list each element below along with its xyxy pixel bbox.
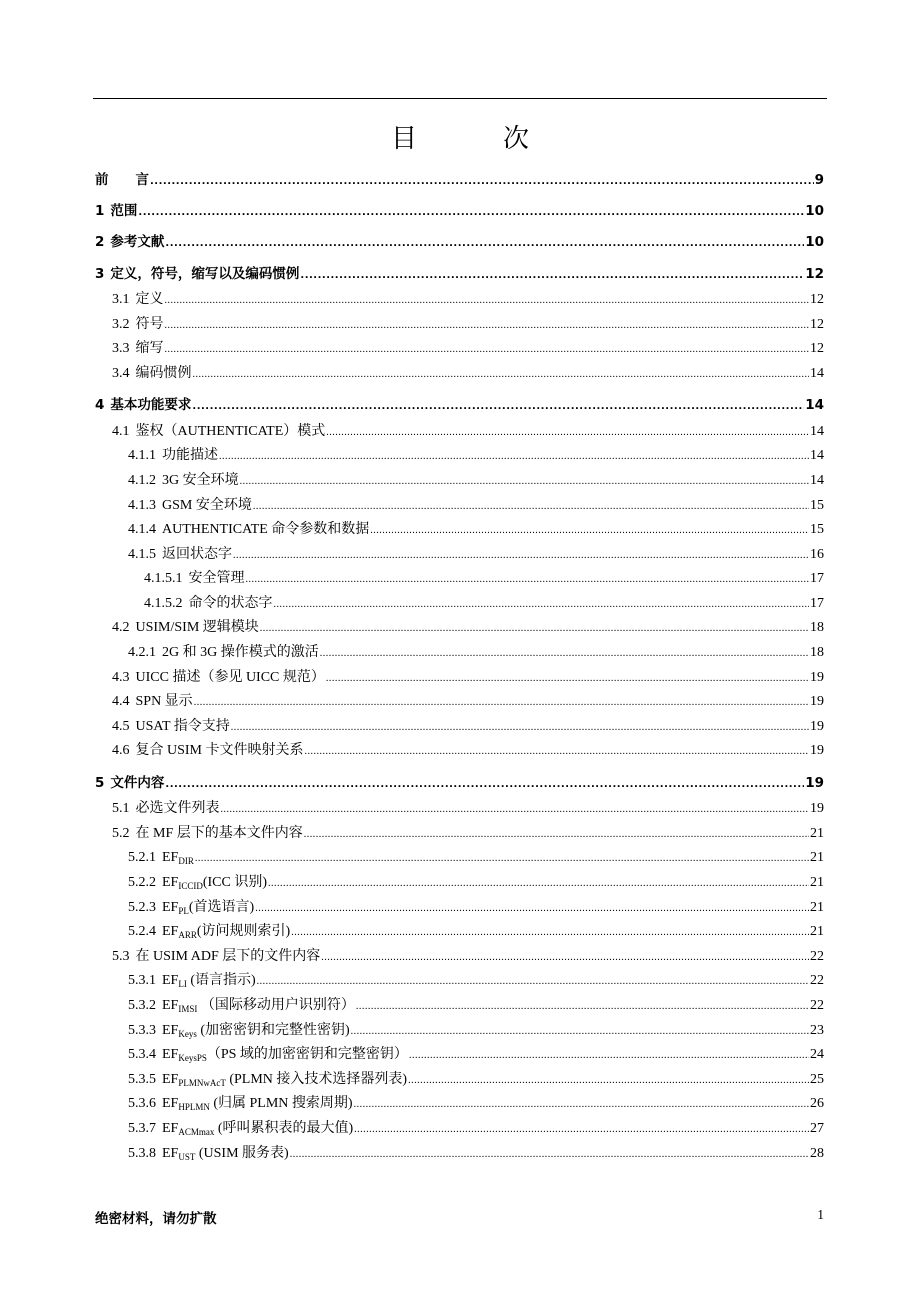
toc-entry-title [162, 543, 232, 568]
toc-dot-leader [253, 495, 809, 520]
toc-dot-leader [195, 847, 809, 872]
toc-entry-page: 24 [810, 1047, 824, 1063]
toc-dot-leader [351, 1020, 809, 1045]
toc-entry-title [162, 469, 239, 494]
toc-entry-subscript: PL [178, 905, 189, 916]
toc-entry-title-text: EF [162, 1120, 179, 1136]
toc-entry-number: 5.3.7 [128, 1120, 156, 1136]
toc-dot-leader [255, 897, 809, 922]
toc-entry-title-suffix: （国际移动用户识别符） [197, 997, 355, 1013]
toc-entry-subscript: PLMNwAcT [178, 1077, 226, 1088]
toc-entry-page: 22 [810, 973, 824, 989]
toc-entry-title-text: 2G 和 3G 操作模式的激活 [162, 645, 319, 661]
toc-entry-number: 5.2 [112, 825, 130, 841]
toc-entry[interactable] [95, 313, 824, 338]
toc-entry-page: 9 [814, 172, 824, 188]
toc-entry-number: 4.1.2 [128, 472, 156, 488]
toc-entry-title-text: 在 USIM ADF 层下的文件内容 [135, 948, 321, 964]
toc-entry-number: 5 [95, 774, 105, 791]
toc-entry[interactable] [95, 920, 824, 945]
toc-dot-leader [246, 568, 810, 593]
toc-entry[interactable] [95, 262, 824, 287]
toc-entry[interactable] [95, 1019, 824, 1044]
toc-entry[interactable] [95, 739, 824, 764]
toc-entry-title-text: 3G 安全环境 [162, 472, 239, 488]
toc-entry-title [136, 313, 164, 338]
toc-entry-page: 26 [810, 1096, 824, 1112]
toc-dot-leader [320, 642, 809, 667]
toc-dot-leader [193, 363, 810, 388]
toc-entry-title [136, 690, 193, 715]
toc-entry-title [162, 1117, 353, 1142]
toc-entry[interactable] [95, 641, 824, 666]
toc-entry-title [162, 1068, 407, 1093]
toc-entry[interactable] [95, 945, 824, 970]
toc-entry-title [162, 518, 369, 543]
toc-entry-title [136, 666, 325, 691]
toc-entry-title-suffix: (呼叫累积表的最大值) [214, 1120, 354, 1136]
toc-entry[interactable] [95, 592, 824, 617]
toc-entry-subscript: KeysPS [178, 1053, 207, 1064]
toc-entry-number: 4.1.4 [128, 522, 156, 538]
toc-entry-number: 4.2.1 [128, 645, 156, 661]
toc-entry[interactable] [95, 822, 824, 847]
toc-entry[interactable] [95, 362, 824, 387]
toc-entry-subscript: DIR [178, 856, 194, 867]
toc-entry[interactable] [95, 715, 824, 740]
toc-dot-leader [192, 395, 804, 420]
toc-entry-title-text: 定义 [135, 292, 164, 308]
table-of-contents [95, 168, 824, 1166]
toc-entry-page: 19 [810, 718, 824, 734]
toc-entry[interactable] [95, 994, 824, 1019]
toc-entry-title [162, 641, 319, 666]
toc-entry-page: 21 [810, 875, 824, 890]
toc-entry-title [162, 969, 256, 994]
toc-dot-leader [233, 544, 809, 569]
toc-entry-number: 5.3.5 [128, 1071, 156, 1087]
toc-dot-leader [165, 338, 810, 363]
toc-entry-title-text: USIM/SIM 逻辑模块 [135, 620, 259, 636]
toc-entry[interactable] [95, 1068, 824, 1093]
toc-dot-leader [290, 1143, 809, 1168]
toc-entry[interactable] [95, 469, 824, 494]
toc-entry-page: 23 [810, 1022, 824, 1038]
toc-entry-page: 17 [810, 571, 824, 587]
toc-entry-title-suffix: (PLMN 接入技术选择器列表) [225, 1071, 408, 1087]
toc-entry-title-suffix: （PS 域的加密密钥和完整密钥） [206, 1047, 408, 1063]
toc-entry-page: 21 [810, 825, 824, 841]
toc-dot-leader [165, 314, 810, 339]
toc-entry-page: 21 [810, 850, 824, 866]
toc-entry-title-text: EF [162, 1096, 179, 1112]
toc-entry-title-suffix: (ICC 识别) [202, 875, 268, 890]
toc-entry-title-text: AUTHENTICATE 命令参数和数据 [162, 522, 370, 538]
toc-entry-title [136, 337, 164, 362]
toc-dot-leader [221, 798, 810, 823]
toc-entry-page: 16 [810, 546, 824, 562]
toc-entry[interactable] [95, 337, 824, 362]
toc-dot-leader [300, 264, 804, 289]
toc-entry-page: 12 [810, 316, 824, 332]
toc-entry-title-text: 鉴权（AUTHENTICATE）模式 [135, 423, 326, 439]
toc-dot-leader [257, 970, 809, 995]
toc-entry-number: 4.1.5.2 [144, 595, 183, 611]
toc-dot-leader [150, 170, 814, 195]
toc-entry-number: 4.4 [112, 694, 130, 710]
toc-entry-number: 5.3.3 [128, 1022, 156, 1038]
toc-entry-title [162, 994, 355, 1019]
toc-entry-page: 19 [810, 743, 824, 759]
toc-dot-leader [138, 201, 804, 226]
toc-dot-leader [409, 1044, 809, 1069]
toc-entry-page: 27 [810, 1120, 824, 1136]
toc-entry[interactable] [95, 230, 824, 255]
toc-entry-title-text: 在 MF 层下的基本文件内容 [135, 825, 303, 841]
toc-entry-title-suffix: (USIM 服务表) [195, 1145, 289, 1161]
toc-entry-title-suffix: (归属 PLMN 搜索周期) [209, 1096, 353, 1112]
toc-entry-title [162, 846, 194, 871]
toc-entry-title-text: 定义，符号，缩写以及编码惯例 [110, 265, 300, 282]
toc-entry-title-text: EF [162, 899, 179, 915]
toc-dot-leader [194, 691, 809, 716]
toc-dot-leader [304, 823, 809, 848]
toc-entry[interactable] [95, 420, 824, 445]
toc-entry-number: 3.3 [112, 341, 130, 357]
toc-entry[interactable] [95, 1092, 824, 1117]
toc-entry-number: 5.1 [112, 801, 130, 817]
toc-entry-title [162, 1092, 353, 1117]
toc-dot-leader [165, 289, 810, 314]
toc-entry-number: 5.3 [112, 948, 130, 964]
toc-dot-leader [305, 740, 809, 765]
toc-entry-title-text: EF [162, 1071, 179, 1087]
toc-entry[interactable] [95, 896, 824, 921]
toc-entry-title-text: 参考文献 [110, 234, 165, 251]
toc-entry-title [136, 797, 220, 822]
toc-entry-title-text: EF [162, 997, 179, 1013]
toc-entry-subscript: Keys [178, 1028, 197, 1039]
toc-dot-leader [354, 1093, 809, 1118]
toc-entry[interactable] [95, 1142, 824, 1167]
toc-entry-page: 19 [810, 801, 824, 817]
toc-entry-number: 3.2 [112, 316, 130, 332]
toc-dot-leader [326, 667, 809, 692]
toc-entry-title [136, 420, 326, 445]
toc-entry-number: 4.3 [112, 669, 130, 685]
toc-entry-title [162, 1019, 350, 1044]
toc-entry-title [136, 288, 164, 313]
toc-entry[interactable] [95, 288, 824, 313]
toc-entry-page: 17 [810, 595, 824, 611]
toc-entry-page: 15 [810, 497, 824, 513]
toc-entry-title-text: SPN 显示 [135, 694, 193, 710]
toc-entry-title [95, 168, 149, 193]
toc-entry-page: 19 [805, 774, 824, 791]
toc-entry-number: 5.2.3 [128, 899, 156, 915]
toc-entry-number: 4.1.5.1 [144, 571, 183, 587]
toc-dot-leader [231, 716, 809, 741]
toc-entry[interactable] [95, 690, 824, 715]
toc-dot-leader [165, 773, 804, 798]
toc-entry-title-text: GSM 安全环境 [162, 497, 252, 513]
toc-dot-leader [291, 921, 809, 946]
toc-entry-title [110, 230, 164, 255]
toc-entry-title [136, 945, 321, 970]
toc-entry-number: 5.2.4 [128, 924, 156, 940]
toc-entry-title [162, 1142, 289, 1167]
toc-entry-title-text: 命令的状态字 [188, 595, 273, 611]
toc-entry-page: 12 [810, 341, 824, 357]
toc-entry-page: 15 [810, 522, 824, 538]
toc-entry-title-text: 范围 [110, 203, 138, 220]
toc-entry[interactable] [95, 846, 824, 871]
toc-entry[interactable] [95, 969, 824, 994]
toc-entry-title [110, 393, 191, 418]
toc-entry-number: 4.2 [112, 620, 130, 636]
toc-entry-title [136, 739, 304, 764]
toc-entry-page: 14 [810, 448, 824, 464]
toc-entry-title [162, 920, 290, 945]
toc-entry[interactable] [95, 393, 824, 418]
toc-entry-page: 14 [810, 423, 824, 439]
toc-entry-number: 4.5 [112, 718, 130, 734]
toc-entry-title-text: 缩写 [135, 341, 164, 357]
toc-entry-title-text: EF [162, 875, 179, 890]
toc-entry-title-suffix: (首选语言) [188, 899, 255, 915]
toc-entry-title [110, 771, 164, 796]
toc-entry[interactable] [95, 199, 824, 224]
toc-entry-page: 14 [810, 472, 824, 488]
toc-entry-title [189, 567, 245, 592]
toc-entry-title [136, 616, 259, 641]
toc-dot-leader [321, 946, 809, 971]
toc-entry-subscript: UST [178, 1151, 196, 1162]
toc-entry-subscript: IMSI [178, 1003, 198, 1014]
toc-entry-title [136, 362, 192, 387]
toc-entry[interactable] [95, 616, 824, 641]
toc-entry-title-suffix: (语言指示) [186, 973, 256, 989]
toc-entry-page: 19 [810, 669, 824, 685]
toc-entry-title [189, 592, 273, 617]
toc-entry-title-text: 复合 USIM 卡文件映射关系 [135, 743, 304, 759]
toc-entry[interactable] [95, 543, 824, 568]
toc-entry-number: 5.3.6 [128, 1096, 156, 1112]
toc-entry-title [110, 262, 299, 287]
toc-entry-title-suffix: (访问规则索引) [196, 924, 291, 940]
toc-entry-page: 19 [810, 694, 824, 710]
toc-entry-title-text: 功能描述 [162, 448, 218, 464]
toc-entry[interactable] [95, 444, 824, 469]
toc-entry-number: 5.2.2 [128, 875, 156, 890]
toc-entry-number: 5.3.2 [128, 997, 156, 1013]
toc-entry-number: 4.1.1 [128, 448, 156, 464]
toc-entry-page: 21 [810, 899, 824, 915]
toc-entry-page: 18 [810, 620, 824, 636]
toc-entry-number: 3.4 [112, 365, 130, 381]
toc-entry-page: 22 [810, 997, 824, 1013]
toc-entry-number: 5.3.4 [128, 1047, 156, 1063]
toc-dot-leader [219, 445, 809, 470]
toc-entry-title-text: 前 言 [95, 172, 149, 188]
toc-entry-page: 12 [810, 292, 824, 308]
toc-entry-page: 12 [805, 265, 824, 282]
toc-dot-leader [165, 232, 804, 257]
toc-entry-title-text: 编码惯例 [135, 365, 192, 381]
toc-entry-title-text: 必选文件列表 [135, 801, 220, 817]
toc-entry-subscript: ICCID [178, 881, 203, 891]
toc-entry[interactable] [95, 797, 824, 822]
toc-entry-number: 4.1.5 [128, 546, 156, 562]
toc-entry-title-text: EF [162, 973, 179, 989]
toc-entry-page: 10 [805, 203, 824, 220]
toc-entry-title-text: USAT 指令支持 [135, 718, 230, 734]
toc-entry-number: 1 [95, 203, 105, 220]
toc-dot-leader [326, 421, 809, 446]
toc-entry-page: 14 [805, 397, 824, 414]
toc-entry-number: 5.3.8 [128, 1145, 156, 1161]
toc-entry-title-text: UICC 描述（参见 UICC 规范） [135, 669, 325, 685]
toc-dot-leader [356, 995, 809, 1020]
toc-entry-title-text: EF [162, 850, 179, 866]
toc-entry-title [162, 896, 254, 921]
toc-entry-subscript: ARR [178, 930, 197, 941]
toc-entry[interactable] [95, 518, 824, 543]
toc-dot-leader [268, 872, 809, 897]
confidentiality-footer: 绝密材料，请勿扩散 [95, 1211, 217, 1227]
toc-entry[interactable] [95, 1117, 824, 1142]
toc-entry-title-text: EF [162, 1022, 179, 1038]
header-rule [93, 98, 827, 99]
toc-entry-number: 5.3.1 [128, 973, 156, 989]
toc-entry-title [162, 871, 267, 896]
toc-entry[interactable] [95, 168, 824, 193]
toc-entry-page: 28 [810, 1145, 824, 1161]
toc-entry-title [162, 494, 252, 519]
toc-entry-title-text: 基本功能要求 [110, 397, 192, 414]
toc-entry-title [110, 199, 137, 224]
toc-entry-title-text: EF [162, 1047, 179, 1063]
toc-entry-number: 2 [95, 234, 105, 251]
toc-entry-title-text: 返回状态字 [162, 546, 232, 562]
toc-entry-title-suffix: (加密密钥和完整性密钥) [196, 1022, 350, 1038]
toc-entry-page: 14 [810, 365, 824, 381]
toc-entry-subscript: HPLMN [178, 1102, 210, 1113]
toc-dot-leader [260, 617, 809, 642]
toc-entry-subscript: ACMmax [178, 1126, 215, 1137]
page-title: 目 次 [390, 124, 559, 154]
toc-entry-number: 5.2.1 [128, 850, 156, 866]
toc-entry[interactable] [95, 666, 824, 691]
toc-dot-leader [408, 1069, 809, 1094]
toc-entry-number: 3 [95, 265, 105, 282]
toc-entry[interactable] [95, 1043, 824, 1068]
toc-entry-page: 25 [810, 1071, 824, 1087]
toc-entry-title-text: 文件内容 [110, 774, 165, 791]
toc-entry-title-text: EF [162, 924, 179, 940]
toc-dot-leader [240, 470, 809, 495]
toc-entry[interactable] [95, 771, 824, 796]
toc-entry-page: 21 [810, 924, 824, 940]
toc-entry[interactable] [95, 494, 824, 519]
toc-dot-leader [370, 519, 809, 544]
toc-dot-leader [274, 593, 810, 618]
toc-entry-title-text: 安全管理 [188, 571, 245, 587]
toc-entry[interactable] [95, 567, 824, 592]
toc-entry-title-text: 符号 [135, 316, 164, 332]
toc-entry-page: 22 [810, 948, 824, 964]
toc-entry-number: 4.6 [112, 743, 130, 759]
page-number: 1 [817, 1207, 824, 1222]
toc-entry-number: 4 [95, 397, 105, 414]
toc-entry-number: 4.1.3 [128, 497, 156, 513]
toc-entry-number: 4.1 [112, 423, 130, 439]
toc-entry-title [136, 822, 303, 847]
toc-entry[interactable] [95, 871, 824, 896]
toc-entry-title-text: EF [162, 1145, 179, 1161]
toc-entry-number: 3.1 [112, 292, 130, 308]
toc-entry-page: 18 [810, 645, 824, 661]
toc-dot-leader [354, 1118, 809, 1143]
toc-entry-title [136, 715, 230, 740]
toc-entry-page: 10 [805, 234, 824, 251]
toc-entry-subscript: LI [178, 979, 187, 990]
toc-entry-title [162, 1043, 408, 1068]
toc-entry-title [162, 444, 218, 469]
